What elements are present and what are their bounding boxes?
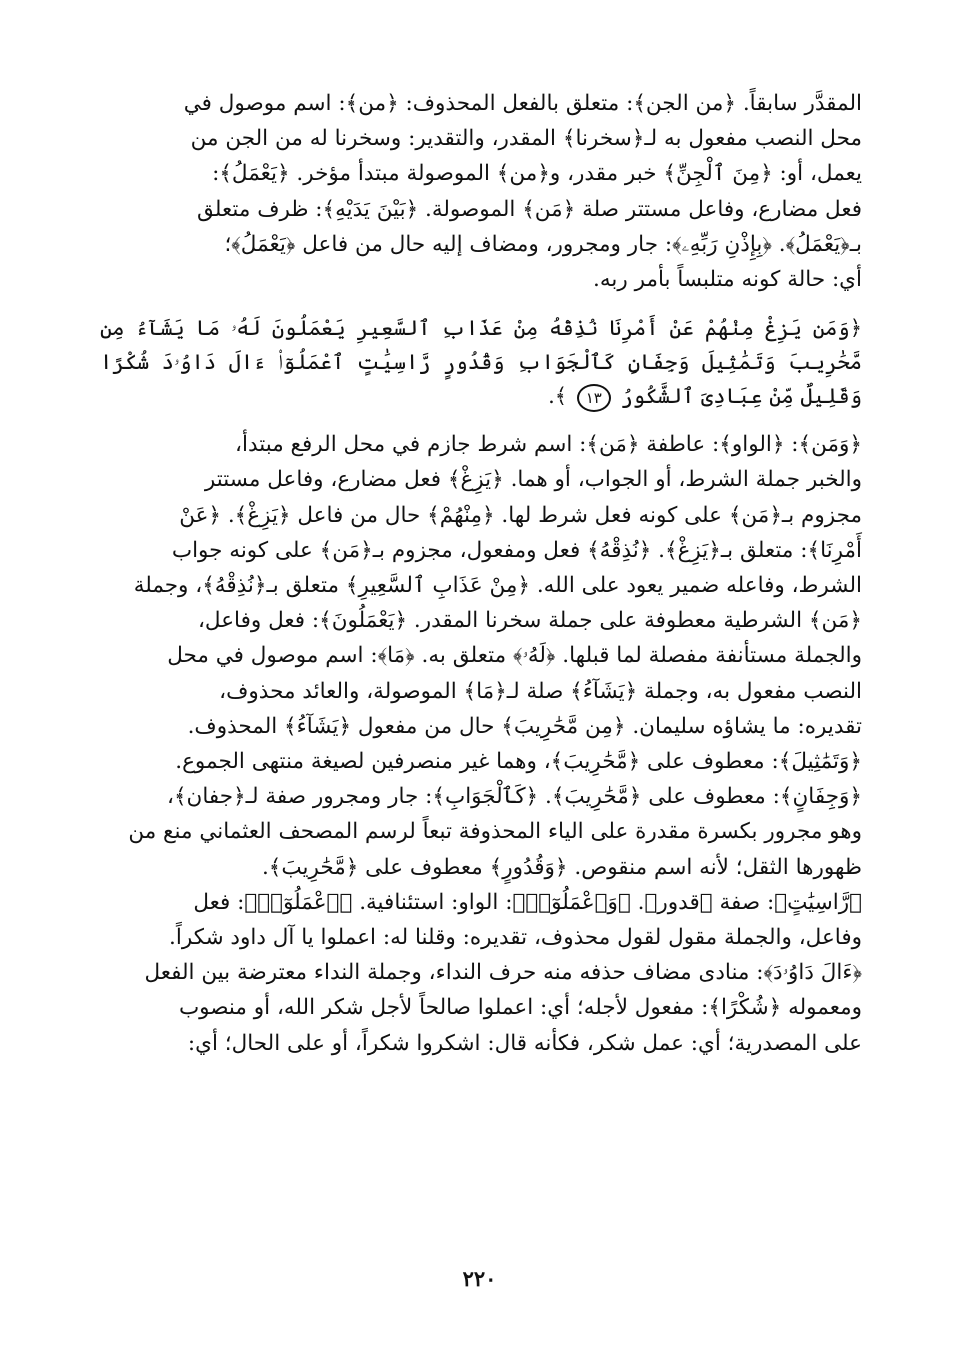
text-line: ﴿وَجِفَانٍ﴾: معطوف على ﴿مَّحَٰرِيبَ﴾. ﴿كَٱلْجَوَابِ﴾: جار ومجرور صفة لـ﴿جفان﴾،: [167, 784, 862, 810]
text-line: يعمل، أو: ﴿مِنَ ٱلْجِنِّ﴾ خبر مقدر، و﴿من﴾ الموصولة مبتدأ مؤخر. ﴿يَعْمَلُ﴾:: [212, 161, 862, 187]
text-line: على المصدرية؛ أي: عمل شكر، فكأنه قال: اشكروا شكراً، أو على الحال؛ أي:: [187, 1030, 862, 1056]
text-line: ﴿رَّاسِيَٰتٍ﴾: صفة ﴿قدور﴾. ﴿وَٱعْمَلُوٓا۟﴾: الواو: استئنافية. ﴿ٱعْمَلُوٓا۟﴾: فعل: [193, 889, 862, 915]
text-line: ومعموله ﴿شُكْرًا﴾: مفعول لأجله؛ أي: اعملوا صالحاً لأجل شكر الله، أو منصوب: [178, 995, 862, 1021]
text-line: ﴿وَتَمَٰثِيلَ﴾: معطوف على ﴿مَّحَٰرِيبَ﴾، وهما غير منصرفين لصيغة منتهى الجموع.: [175, 749, 862, 775]
paragraph-intro: [100, 86, 862, 297]
text-line: ظهورها الثقل؛ لأنه اسم منقوص. ﴿وَقُدُورٍ﴾ معطوف على ﴿مَّحَٰرِيبَ﴾.: [261, 854, 862, 880]
text-line: ﴿وَمَن﴾: ﴿الواو﴾: عاطفة ﴿مَن﴾: اسم شرط جازم في محل الرفع مبتدأ،: [235, 432, 862, 458]
text-line: محل النصب مفعول به لـ﴿سخرنا﴾ المقدر، والتقدير: وسخرنا له من الجن من: [190, 126, 862, 152]
text-line: الشرط، وفاعله ضمير يعود على الله. ﴿مِنْ عَذَابِ ٱلسَّعِيرِ﴾ متعلق بـ﴿نُذِقْهُ﴾، وجملة: [133, 573, 862, 599]
verse-close: ﴾.: [548, 384, 568, 409]
text-line: بـ﴿يَعْمَلُ﴾. ﴿بِإِذْنِ رَبِّهِۦ﴾: جار ومجرور، ومضاف إليه حال من فاعل ﴿يَعْمَلُ﴾؛: [224, 231, 862, 257]
text-line: تقديره: ما يشاؤه سليمان. ﴿مِن مَّحَٰرِيبَ﴾ حال من مفعول ﴿يَشَآءُ﴾ المحذوف.: [187, 713, 862, 739]
ayah-number-badge: ١٣: [577, 384, 611, 412]
text-line: ﴿مَن﴾ الشرطية معطوفة على جملة سخرنا المقدر. ﴿يَعْمَلُونَ﴾: فعل وفاعل،: [197, 608, 862, 634]
text-line: مجزوم بـ﴿مَن﴾ على كونه فعل شرط لها. ﴿مِنْهُمْ﴾ حال من فاعل ﴿يَزِغْ﴾. ﴿عَنْ: [179, 502, 862, 528]
text-line: والجملة مستأنفة مفصلة لما قبلها. ﴿لَهُۥ﴾ متعلق به. ﴿مَا﴾: اسم موصول في محل: [167, 643, 862, 669]
verse-text: ﴿وَمَن يَزِغْ مِنْهُمْ عَنْ أَمْرِنَا نُذِقْهُ مِنْ عَذَابِ ٱلسَّعِيرِ يَعْمَلُونَ لَهُۥ مَا يَشَآءُ مِن مَّحَٰرِيبَ وَتَمَٰثِيلَ وَجِفَانٍ كَٱلْجَوَابِ وَقُدُورٍ رَّاسِيَٰتٍ ٱعْمَلُوٓا۟ ءَالَ دَاوُۥدَ شُكْرًا وَقَلِيلٌ مِّنْ عِبَادِىَ ٱلشَّكُورُ: [100, 316, 862, 409]
text-line: أي: حالة كونه متلبساً بأمر ربه.: [593, 267, 862, 293]
text-line: أَمْرِنَا﴾: متعلق بـ﴿يَزِغْ﴾. ﴿نُذِقْهُ﴾ فعل ومفعول، مجزوم بـ﴿مَن﴾ على كونه جواب: [171, 537, 862, 563]
paragraph-parsing: [100, 427, 862, 1061]
text-line: النصب مفعول به، وجملة ﴿يَشَآءُ﴾ صلة لـ﴿مَا﴾ الموصولة، والعائد محذوف،: [219, 678, 862, 704]
quran-verse: [100, 311, 862, 413]
text-line: وفاعل، والجملة مقول لقول محذوف، تقديره: وقلنا له: اعملوا يا آل داود شكراً.: [169, 925, 862, 951]
page-number: ٢٢٠: [462, 1266, 497, 1291]
text-line: والخبر جملة الشرط، أو الجواب، أو هما. ﴿يَزِغْ﴾ فعل مضارع، وفاعل مستتر: [204, 467, 862, 493]
text-line: فعل مضارع، وفاعل مستتر صلة ﴿مَن﴾ الموصولة. ﴿بَيْنَ يَدَيْهِ﴾: ظرف متعلق: [196, 196, 862, 222]
page-body: [100, 86, 862, 1061]
text-line: ﴿ءَالَ دَاوُۥدَ﴾: منادى مضاف حذفه منه حرف النداء، وجملة النداء معترضة بين الفعل: [144, 960, 862, 986]
text-line: المقدَّر سابقاً. ﴿من الجن﴾: متعلق بالفعل المحذوف: ﴿من﴾: اسم موصول في: [183, 91, 862, 116]
text-line: وهو مجرور بكسرة مقدرة على الياء المحذوفة تبعاً لرسم المصحف العثماني منع من: [128, 819, 862, 845]
